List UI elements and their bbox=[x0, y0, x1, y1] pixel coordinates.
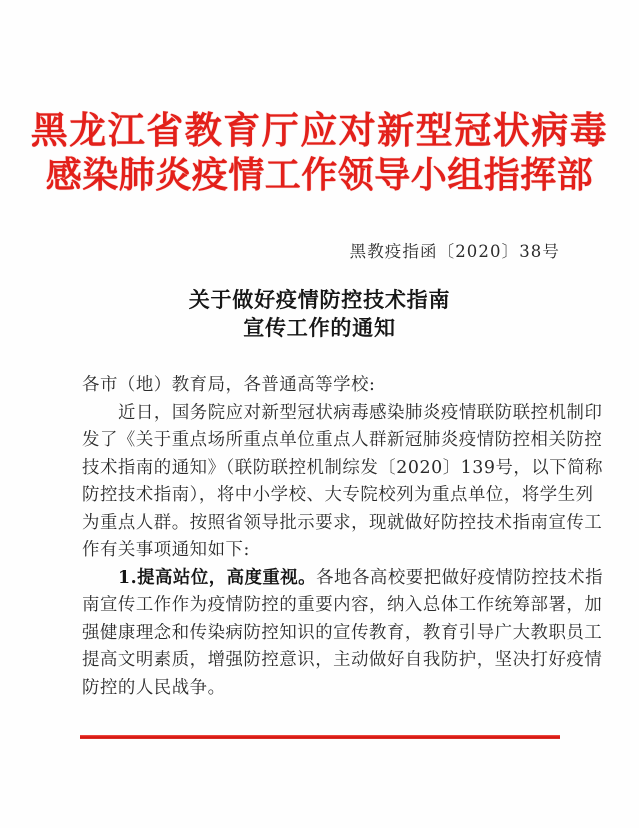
bottom-red-rule bbox=[80, 735, 560, 739]
section-1-heading: 1.提高站位，高度重视。 bbox=[118, 567, 317, 588]
body-line: 强健康理念和传染病防控知识的宣传教育，教育引导广大教职员工 bbox=[82, 622, 603, 643]
body-line: 防控的人民战争。 bbox=[82, 677, 226, 698]
body-line: 技术指南的通知》（联防联控机制综发〔2020〕139号，以下简称 bbox=[82, 457, 604, 478]
document-serial-number: 黑教疫指函〔2020〕38号 bbox=[349, 242, 560, 261]
body-line: 防控技术指南），将中小学校、大专院校列为重点单位，将学生列 bbox=[82, 485, 594, 505]
body-line: 发了《关于重点场所重点单位重点人群新冠肺炎疫情防控相关防控 bbox=[82, 430, 603, 450]
agency-header-line-2: 感染肺炎疫情工作领导小组指挥部 bbox=[45, 154, 594, 196]
agency-header-line-1: 黑龙江省教育厅应对新型冠状病毒 bbox=[30, 108, 609, 152]
body-line: 南宣传工作作为疫情防控的重要内容，纳入总体工作统筹部署，加 bbox=[82, 595, 603, 615]
agency-header bbox=[0, 108, 639, 198]
body-line: 作有关事项通知如下: bbox=[82, 540, 250, 560]
body-line: 提高文明素质，增强防控意识，主动做好自我防护，坚决打好疫情 bbox=[82, 650, 603, 670]
section-1-first-line-text: 各地各高校要把做好疫情防控技术指 bbox=[316, 567, 604, 588]
salutation: 各市（地）教育局，各普通高等学校: bbox=[82, 375, 376, 395]
section-1-first-line bbox=[82, 565, 604, 593]
body-line: 为重点人群。按照省领导批示要求，现就做好防控技术指南宣传工 bbox=[82, 512, 603, 533]
document-body bbox=[82, 372, 604, 702]
document-title bbox=[0, 286, 639, 342]
document-title-line-1: 关于做好疫情防控技术指南 bbox=[188, 287, 451, 312]
document-title-line-2: 宣传工作的通知 bbox=[243, 315, 396, 340]
body-line: 近日，国务院应对新型冠状病毒感染肺炎疫情联防联控机制印 bbox=[118, 402, 603, 423]
